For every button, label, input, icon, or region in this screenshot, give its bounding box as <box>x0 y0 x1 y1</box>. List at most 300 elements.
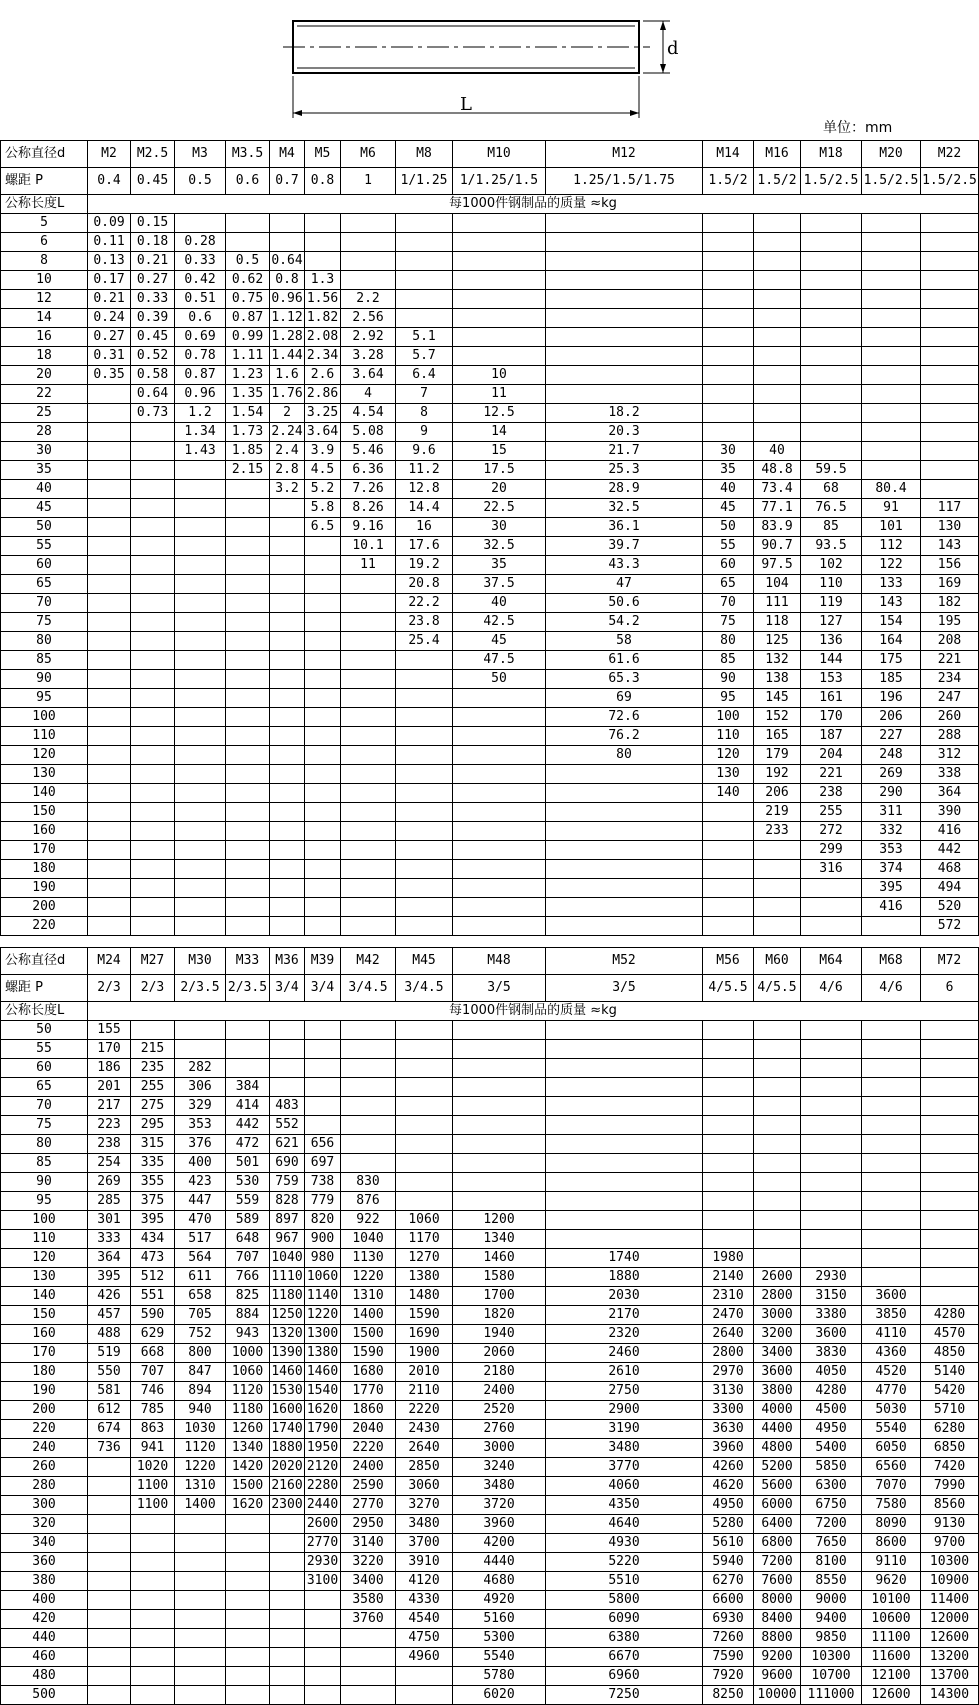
mass-cell <box>131 632 175 651</box>
mass-cell: 1.56 <box>305 290 341 309</box>
mass-cell: 894 <box>175 1382 226 1401</box>
mass-cell: 10.1 <box>341 537 396 556</box>
mass-cell: 130 <box>703 765 754 784</box>
mass-cell: 1420 <box>226 1458 270 1477</box>
mass-cell: 1380 <box>396 1268 453 1287</box>
mass-cell <box>88 803 131 822</box>
mass-cell <box>175 670 226 689</box>
table-row <box>1 1097 979 1116</box>
mass-cell: 5420 <box>921 1382 979 1401</box>
mass-cell: 2800 <box>754 1287 801 1306</box>
mass-cell: 329 <box>175 1097 226 1116</box>
mass-cell <box>801 898 862 917</box>
mass-cell <box>175 879 226 898</box>
mass-cell <box>341 1686 396 1705</box>
mass-cell: 1530 <box>270 1382 305 1401</box>
length-cell: 150 <box>1 803 88 822</box>
mass-cell: 187 <box>801 727 862 746</box>
length-cell: 5 <box>1 214 88 233</box>
mass-cell <box>754 328 801 347</box>
mass-cell: 0.18 <box>131 233 175 252</box>
mass-cell <box>175 556 226 575</box>
mass-cell <box>175 1686 226 1705</box>
mass-cell <box>88 480 131 499</box>
mass-cell: 5600 <box>754 1477 801 1496</box>
mass-cell <box>396 803 453 822</box>
mass-cell <box>546 822 703 841</box>
mass-cell <box>754 366 801 385</box>
mass-cell: 0.96 <box>270 290 305 309</box>
mass-cell: 3190 <box>546 1420 703 1439</box>
mass-cell <box>175 822 226 841</box>
mass-cell <box>546 1116 703 1135</box>
mass-cell <box>88 423 131 442</box>
mass-cell: 2120 <box>305 1458 341 1477</box>
mass-cell: 483 <box>270 1097 305 1116</box>
mass-cell: 2110 <box>396 1382 453 1401</box>
mass-cell <box>453 898 546 917</box>
mass-cell <box>801 1211 862 1230</box>
mass-cell: 0.27 <box>88 328 131 347</box>
mass-cell <box>305 1591 341 1610</box>
mass-cell: 1790 <box>305 1420 341 1439</box>
mass-cell: 2220 <box>341 1439 396 1458</box>
mass-cell: 12000 <box>921 1610 979 1629</box>
pitch-cell: 2/3.5 <box>226 975 270 1002</box>
mass-cell: 3910 <box>396 1553 453 1572</box>
mass-cell <box>88 746 131 765</box>
length-cell: 140 <box>1 1287 88 1306</box>
mass-cell: 20 <box>453 480 546 499</box>
mass-cell: 800 <box>175 1344 226 1363</box>
mass-cell: 690 <box>270 1154 305 1173</box>
table-row <box>1 1211 979 1230</box>
mass-cell <box>226 594 270 613</box>
mass-cell <box>396 252 453 271</box>
mass-cell: 152 <box>754 708 801 727</box>
mass-cell: 8600 <box>862 1534 921 1553</box>
mass-cell: 364 <box>88 1249 131 1268</box>
mass-cell: 10000 <box>754 1686 801 1705</box>
mass-cell: 17.6 <box>396 537 453 556</box>
set-screw-diagram <box>0 0 944 128</box>
mass-cell: 5140 <box>921 1363 979 1382</box>
mass-cell <box>396 214 453 233</box>
mass-cell <box>396 670 453 689</box>
size-cell: M12 <box>546 141 703 168</box>
mass-cell: 90.7 <box>754 537 801 556</box>
table-row <box>1 1591 979 1610</box>
mass-cell: 4200 <box>453 1534 546 1553</box>
mass-cell: 2.56 <box>341 309 396 328</box>
mass-cell: 111000 <box>801 1686 862 1705</box>
mass-cell: 2640 <box>396 1439 453 1458</box>
mass-cell: 3830 <box>801 1344 862 1363</box>
mass-cell <box>703 366 754 385</box>
mass-cell: 138 <box>754 670 801 689</box>
mass-cell <box>305 214 341 233</box>
mass-cell: 117 <box>921 499 979 518</box>
mass-cell <box>305 632 341 651</box>
mass-cell: 590 <box>131 1306 175 1325</box>
mass-cell <box>862 328 921 347</box>
mass-cell <box>801 1192 862 1211</box>
mass-cell: 3.64 <box>341 366 396 385</box>
mass-cell <box>453 708 546 727</box>
mass-cell: 559 <box>226 1192 270 1211</box>
mass-cell <box>88 1667 131 1686</box>
pitch-cell: 0.4 <box>88 168 131 195</box>
mass-cell <box>453 1097 546 1116</box>
mass-cell <box>88 708 131 727</box>
mass-cell: 0.13 <box>88 252 131 271</box>
mass-cell: 14300 <box>921 1686 979 1705</box>
mass-cell <box>88 765 131 784</box>
length-cell: 80 <box>1 1135 88 1154</box>
mass-cell <box>270 556 305 575</box>
mass-cell <box>131 651 175 670</box>
mass-cell <box>453 1154 546 1173</box>
length-cell: 100 <box>1 1211 88 1230</box>
mass-cell <box>862 1192 921 1211</box>
table-row <box>1 214 979 233</box>
mass-cell <box>703 252 754 271</box>
mass-cell <box>88 613 131 632</box>
mass-cell: 6670 <box>546 1648 703 1667</box>
length-cell: 340 <box>1 1534 88 1553</box>
mass-cell: 45 <box>453 632 546 651</box>
length-cell: 50 <box>1 1021 88 1040</box>
mass-cell <box>862 366 921 385</box>
mass-cell <box>341 632 396 651</box>
mass-cell <box>270 917 305 936</box>
mass-cell <box>921 480 979 499</box>
mass-cell <box>305 803 341 822</box>
mass-cell <box>88 1686 131 1705</box>
mass-cell <box>396 1667 453 1686</box>
mass-cell: 1860 <box>341 1401 396 1420</box>
mass-cell: 43.3 <box>546 556 703 575</box>
mass-cell: 145 <box>754 689 801 708</box>
mass-cell <box>305 689 341 708</box>
mass-cell: 2060 <box>453 1344 546 1363</box>
table-row <box>1 442 979 461</box>
mass-cell <box>175 1648 226 1667</box>
mass-cell <box>175 1553 226 1572</box>
mass-cell <box>453 841 546 860</box>
pitch-cell: 1/1.25 <box>396 168 453 195</box>
mass-cell: 2310 <box>703 1287 754 1306</box>
mass-cell: 76.2 <box>546 727 703 746</box>
mass-cell <box>546 1230 703 1249</box>
mass-cell: 395 <box>131 1211 175 1230</box>
mass-cell: 2930 <box>801 1268 862 1287</box>
mass-cell <box>175 1610 226 1629</box>
mass-cell <box>546 1135 703 1154</box>
mass-cell <box>546 803 703 822</box>
length-cell: 6 <box>1 233 88 252</box>
mass-cell: 629 <box>131 1325 175 1344</box>
mass-cell <box>175 1591 226 1610</box>
mass-cell <box>270 1572 305 1591</box>
mass-cell <box>175 803 226 822</box>
size-cell: M10 <box>453 141 546 168</box>
mass-cell: 0.35 <box>88 366 131 385</box>
mass-cell <box>88 1572 131 1591</box>
mass-cell <box>754 1230 801 1249</box>
mass-cell <box>305 1097 341 1116</box>
mass-cell: 20.3 <box>546 423 703 442</box>
mass-cell <box>88 860 131 879</box>
table-row <box>1 632 979 651</box>
length-cell: 14 <box>1 309 88 328</box>
mass-cell <box>396 746 453 765</box>
mass-cell: 1000 <box>226 1344 270 1363</box>
mass-cell <box>703 879 754 898</box>
table-row <box>1 670 979 689</box>
mass-cell: 9400 <box>801 1610 862 1629</box>
mass-cell <box>131 537 175 556</box>
mass-cell: 2600 <box>305 1515 341 1534</box>
mass-cell <box>921 1249 979 1268</box>
mass-cell: 3220 <box>341 1553 396 1572</box>
length-cell: 120 <box>1 746 88 765</box>
mass-cell: 1460 <box>270 1363 305 1382</box>
mass-cell <box>270 1591 305 1610</box>
mass-cell: 11400 <box>921 1591 979 1610</box>
mass-cell <box>801 347 862 366</box>
mass-cell <box>131 1610 175 1629</box>
mass-cell: 185 <box>862 670 921 689</box>
mass-cell <box>862 1268 921 1287</box>
mass-cell: 133 <box>862 575 921 594</box>
mass-cell: 2220 <box>396 1401 453 1420</box>
mass-cell: 3200 <box>754 1325 801 1344</box>
pitch-cell: 3/5 <box>453 975 546 1002</box>
mass-cell: 143 <box>862 594 921 613</box>
mass-cell: 223 <box>88 1116 131 1135</box>
mass-cell <box>305 1610 341 1629</box>
mass-cell <box>801 1116 862 1135</box>
mass-cell: 2430 <box>396 1420 453 1439</box>
length-cell: 170 <box>1 1344 88 1363</box>
mass-cell <box>305 670 341 689</box>
mass-cell: 830 <box>341 1173 396 1192</box>
table-row <box>1 1610 979 1629</box>
mass-cell <box>341 575 396 594</box>
mass-cell: 201 <box>88 1078 131 1097</box>
mass-cell <box>754 214 801 233</box>
mass-cell <box>270 765 305 784</box>
mass-cell <box>305 613 341 632</box>
mass-cell <box>305 765 341 784</box>
mass-cell: 1.85 <box>226 442 270 461</box>
mass-cell: 3380 <box>801 1306 862 1325</box>
mass-cell <box>226 537 270 556</box>
mass-cell: 1.23 <box>226 366 270 385</box>
length-cell: 25 <box>1 404 88 423</box>
mass-cell <box>801 917 862 936</box>
mass-cell: 9200 <box>754 1648 801 1667</box>
mass-cell: 3580 <box>341 1591 396 1610</box>
mass-cell <box>270 594 305 613</box>
mass-cell <box>453 822 546 841</box>
mass-cell: 332 <box>862 822 921 841</box>
mass-cell <box>175 784 226 803</box>
mass-cell <box>175 727 226 746</box>
mass-cell <box>862 271 921 290</box>
mass-cell: 9 <box>396 423 453 442</box>
mass-cell <box>270 1534 305 1553</box>
length-cell: 300 <box>1 1496 88 1515</box>
mass-cell <box>175 917 226 936</box>
mass-cell: 707 <box>226 1249 270 1268</box>
mass-cell: 315 <box>131 1135 175 1154</box>
mass-cell: 2770 <box>341 1496 396 1515</box>
length-cell: 180 <box>1 860 88 879</box>
mass-cell <box>921 214 979 233</box>
mass-cell: 4000 <box>754 1401 801 1420</box>
size-cell: M3 <box>175 141 226 168</box>
mass-cell: 6930 <box>703 1610 754 1629</box>
mass-cell <box>175 594 226 613</box>
mass-cell: 6400 <box>754 1515 801 1534</box>
mass-cell <box>131 575 175 594</box>
mass-cell <box>703 1135 754 1154</box>
mass-cell: 9000 <box>801 1591 862 1610</box>
mass-cell <box>270 1021 305 1040</box>
mass-cell: 35 <box>703 461 754 480</box>
mass-cell <box>341 252 396 271</box>
mass-cell: 5400 <box>801 1439 862 1458</box>
mass-cell <box>341 708 396 727</box>
table-row <box>1 727 979 746</box>
mass-cell <box>341 670 396 689</box>
mass-cell: 4.5 <box>305 461 341 480</box>
mass-cell <box>396 1154 453 1173</box>
pitch-cell: 3/4 <box>305 975 341 1002</box>
table-row <box>1 1135 979 1154</box>
length-cell: 90 <box>1 670 88 689</box>
mass-cell <box>270 233 305 252</box>
mass-cell <box>131 822 175 841</box>
mass-cell: 1590 <box>341 1344 396 1363</box>
mass-cell <box>175 480 226 499</box>
mass-cell: 2520 <box>453 1401 546 1420</box>
mass-cell: 0.24 <box>88 309 131 328</box>
mass-cell: 3.25 <box>305 404 341 423</box>
mass-cell: 111 <box>754 594 801 613</box>
length-cell: 50 <box>1 518 88 537</box>
mass-cell: 501 <box>226 1154 270 1173</box>
mass-cell: 1.11 <box>226 347 270 366</box>
mass-cell <box>175 860 226 879</box>
mass-cell: 1110 <box>270 1268 305 1287</box>
mass-cell: 16 <box>396 518 453 537</box>
pitch-cell: 2/3 <box>131 975 175 1002</box>
mass-cell <box>453 309 546 328</box>
mass-cell <box>703 385 754 404</box>
table-row <box>1 328 979 347</box>
mass-cell <box>396 1040 453 1059</box>
mass-cell: 9620 <box>862 1572 921 1591</box>
length-cell: 280 <box>1 1477 88 1496</box>
mass-cell <box>754 233 801 252</box>
mass-cell: 10900 <box>921 1572 979 1591</box>
mass-cell <box>175 1667 226 1686</box>
mass-cell <box>546 860 703 879</box>
mass-cell <box>305 879 341 898</box>
mass-cell: 20.8 <box>396 575 453 594</box>
mass-cell: 2590 <box>341 1477 396 1496</box>
mass-cell: 6750 <box>801 1496 862 1515</box>
size-cell: M68 <box>862 948 921 975</box>
mass-cell <box>341 1078 396 1097</box>
mass-cell <box>801 271 862 290</box>
table-row <box>1 1629 979 1648</box>
mass-cell <box>305 727 341 746</box>
mass-cell <box>175 613 226 632</box>
mass-cell: 416 <box>862 898 921 917</box>
mass-cell: 7590 <box>703 1648 754 1667</box>
mass-cell <box>546 290 703 309</box>
mass-cell <box>396 271 453 290</box>
mass-cell <box>88 1534 131 1553</box>
mass-cell <box>226 1610 270 1629</box>
mass-cell <box>226 1040 270 1059</box>
mass-cell: 1.43 <box>175 442 226 461</box>
mass-cell <box>546 765 703 784</box>
table-row <box>1 784 979 803</box>
mass-cell <box>546 784 703 803</box>
mass-cell <box>341 917 396 936</box>
mass-cell <box>88 442 131 461</box>
length-cell: 160 <box>1 1325 88 1344</box>
mass-cell <box>175 214 226 233</box>
mass-cell: 3100 <box>305 1572 341 1591</box>
mass-cell <box>270 746 305 765</box>
mass-cell: 8400 <box>754 1610 801 1629</box>
mass-cell: 182 <box>921 594 979 613</box>
mass-cell: 967 <box>270 1230 305 1249</box>
mass-cell: 1.76 <box>270 385 305 404</box>
pitch-label: 螺距 P <box>1 975 88 1002</box>
mass-cell <box>453 727 546 746</box>
mass-cell <box>862 1135 921 1154</box>
mass-cell <box>341 214 396 233</box>
mass-cell <box>341 822 396 841</box>
size-cell: M30 <box>175 948 226 975</box>
length-cell: 22 <box>1 385 88 404</box>
mass-cell: 7420 <box>921 1458 979 1477</box>
mass-cell: 13200 <box>921 1648 979 1667</box>
mass-cell <box>862 1078 921 1097</box>
mass-cell: 12600 <box>862 1686 921 1705</box>
mass-cell: 611 <box>175 1268 226 1287</box>
mass-cell <box>453 1135 546 1154</box>
mass-cell: 11.2 <box>396 461 453 480</box>
table-row <box>1 271 979 290</box>
mass-cell: 4110 <box>862 1325 921 1344</box>
mass-cell: 102 <box>801 556 862 575</box>
mass-cell <box>131 803 175 822</box>
mass-cell <box>754 271 801 290</box>
mass-cell: 23.8 <box>396 613 453 632</box>
mass-cell <box>131 746 175 765</box>
mass-cell: 1680 <box>341 1363 396 1382</box>
mass-cell: 30 <box>703 442 754 461</box>
mass-cell <box>226 917 270 936</box>
